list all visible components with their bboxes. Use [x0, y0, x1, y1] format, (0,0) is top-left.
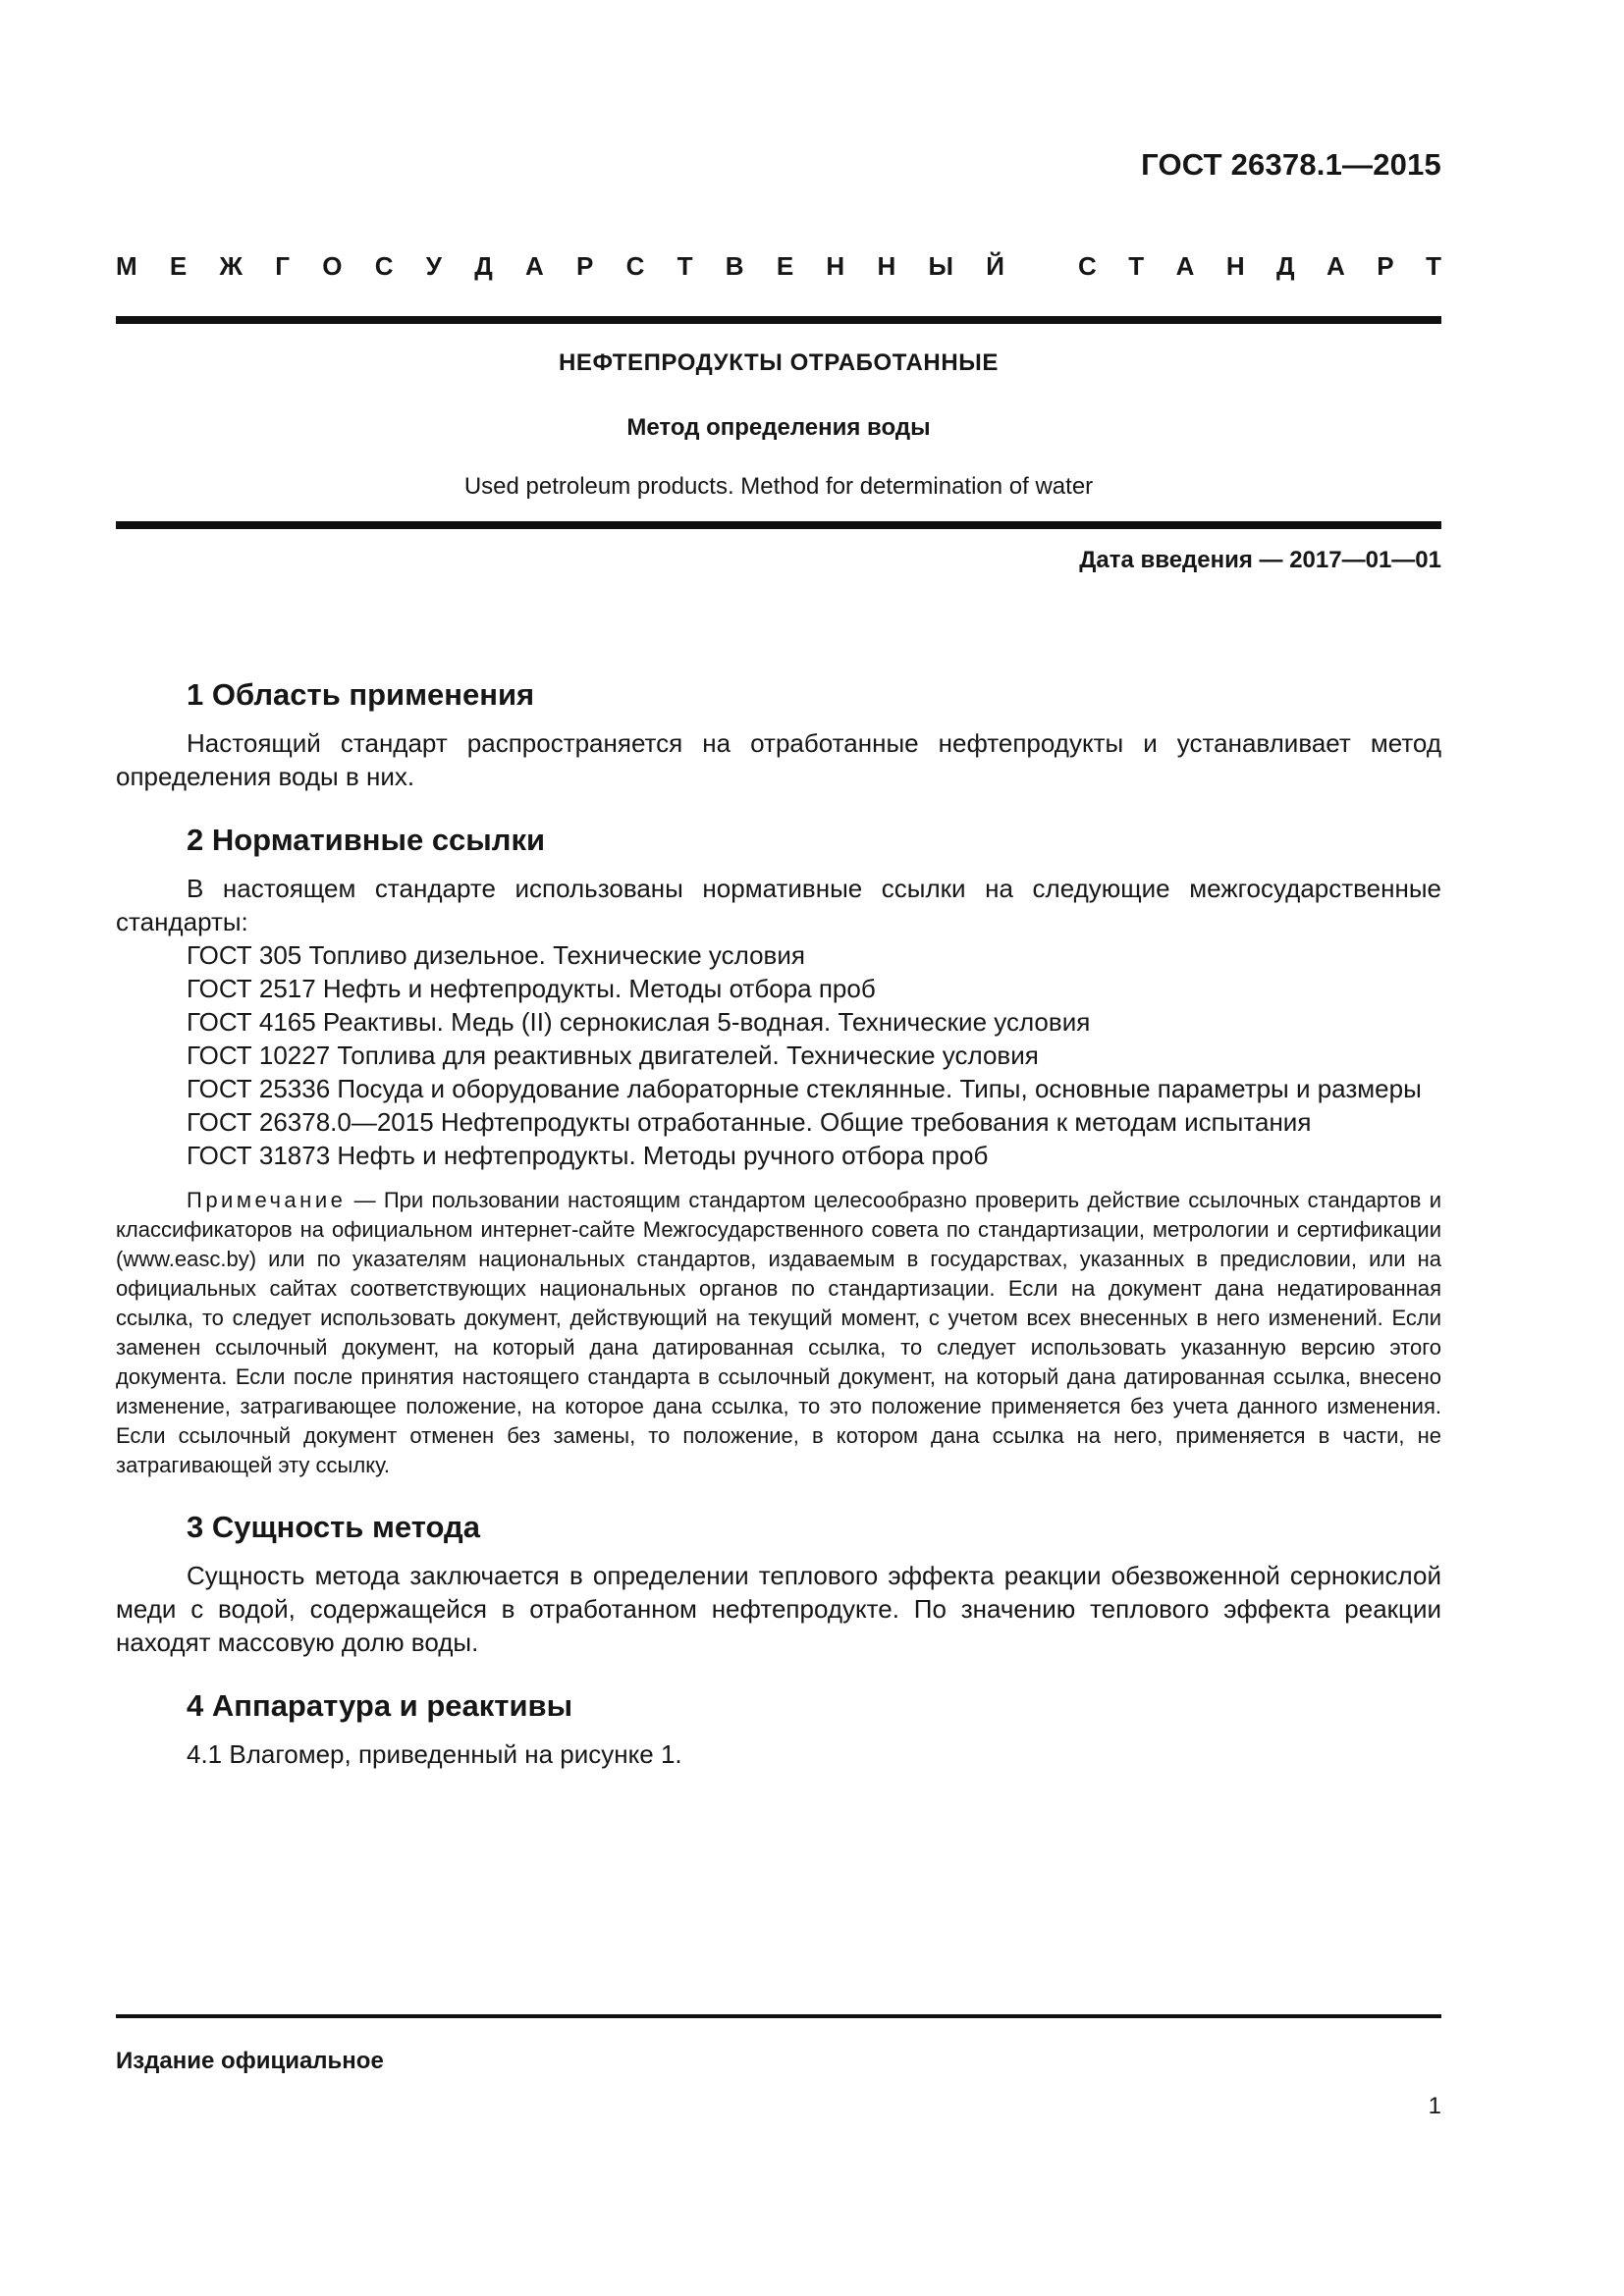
standard-type-heading — [116, 251, 1441, 282]
introduction-date: Дата введения — 2017—01—01 — [1079, 547, 1441, 573]
document-number: ГОСТ 26378.1—2015 — [1141, 147, 1441, 182]
letter: М — [116, 251, 137, 281]
letter: Е — [776, 251, 794, 281]
letter: Н — [1225, 251, 1245, 281]
letter: В — [725, 251, 744, 281]
reference-item: ГОСТ 31873 Нефть и нефтепродукты. Методы ручного отбора проб — [187, 1141, 989, 1170]
letter: Г — [275, 251, 291, 281]
letter: Ы — [928, 251, 953, 281]
letter: Н — [826, 251, 845, 281]
page-number: 1 — [1428, 2093, 1441, 2119]
letter: А — [525, 251, 544, 281]
reference-item: ГОСТ 2517 Нефть и нефтепродукты. Методы отбора проб — [187, 974, 876, 1003]
letter: Й — [986, 251, 1004, 281]
letter: Ж — [219, 251, 244, 281]
document-title: НЕФТЕПРОДУКТЫ ОТРАБОТАННЫЕ — [559, 349, 999, 376]
note-label: Примечание — [187, 1188, 347, 1212]
reference-item: ГОСТ 25336 Посуда и оборудование лабораторные стеклянные. Типы, основные параметры и размеры — [187, 1074, 1422, 1103]
letter: С — [1078, 251, 1097, 281]
reference-item: ГОСТ 10227 Топлива для реактивных двигателей. Технические условия — [187, 1041, 1039, 1070]
letter: Д — [1276, 251, 1295, 281]
section-1-text: Настоящий стандарт распространяется на отработанные нефтепродукты и устанавливает метод определения воды в них. — [116, 728, 1441, 791]
section-2-intro: В настоящем стандарте использованы нормативные ссылки на следующие межгосударственные стандарты: — [116, 874, 1441, 936]
footer-divider — [116, 2014, 1441, 2018]
note-text: — При пользовании настоящим стандартом целесообразно проверить действие ссылочных стандартов и классификаторов на официальном интернет-сайте Межгосударственного совета по стандартизации, метрологии и сертификации (www.easc.by) или по указателям национальных стандартов, издаваемым в государствах, указанных в предисловии, или на официальных сайтах соответствующих национальных органов по стандартизации. Если на документ дана недатированная ссылка, то следует использовать документ, действующий на текущий момент, с учетом всех внесенных в него изменений. Если заменен ссылочный документ, на который дана датированная ссылка, то следует использовать указанную версию этого документа. Если после принятия настоящего стандарта в ссылочный документ, на который дана датированная ссылка, внесено изменение, затрагивающее положение, на которое дана ссылка, то это положение применяется без учета данного изменения. Если ссылочный документ отменен без замены, то положение, в котором дана ссылка на него, применяется в части, не затрагивающей эту ссылку. — [116, 1188, 1441, 1477]
normative-note — [116, 1186, 1441, 1480]
document-subtitle: Метод определения воды — [626, 414, 931, 441]
letter: У — [425, 251, 442, 281]
section-heading-4: 4 Аппаратура и реактивы — [187, 1688, 573, 1723]
letter: О — [322, 251, 343, 281]
letter: Т — [1426, 251, 1441, 281]
section-3-text: Сущность метода заключается в определении теплового эффекта реакции обезвоженной сернокислой меди с водой, содержащейся в отработанном нефтепродукте. По значению теплового эффекта реакции находят массовую долю воды. — [116, 1561, 1441, 1657]
letter: Н — [877, 251, 896, 281]
letter: А — [1175, 251, 1195, 281]
letter: Р — [1377, 251, 1394, 281]
section-heading-2: 2 Нормативные ссылки — [187, 823, 546, 857]
header-divider-top — [116, 316, 1441, 324]
letter: Р — [576, 251, 594, 281]
reference-item: ГОСТ 4165 Реактивы. Медь (II) сернокислая 5-водная. Технические условия — [187, 1007, 1091, 1037]
letter: Е — [169, 251, 188, 281]
letter: Т — [1128, 251, 1145, 281]
reference-item: ГОСТ 26378.0—2015 Нефтепродукты отработанные. Общие требования к методам испытания — [187, 1107, 1312, 1137]
document-title-english: Used petroleum products. Method for determination of water — [463, 473, 1094, 500]
section-heading-3: 3 Сущность метода — [187, 1510, 480, 1544]
document-body — [116, 673, 1441, 1771]
standard-type-word-2 — [1078, 251, 1441, 282]
letter: Т — [677, 251, 693, 281]
letter: С — [625, 251, 645, 281]
header-divider-bottom — [116, 521, 1441, 529]
standard-type-word-1 — [116, 251, 1004, 282]
reference-item: ГОСТ 305 Топливо дизельное. Технические условия — [187, 940, 805, 970]
letter: С — [374, 251, 394, 281]
edition-label: Издание официальное — [116, 2048, 384, 2074]
letter: Д — [474, 251, 493, 281]
section-4-text: 4.1 Влагомер, приведенный на рисунке 1. — [187, 1739, 682, 1769]
letter: А — [1326, 251, 1345, 281]
section-heading-1: 1 Область применения — [187, 677, 535, 712]
